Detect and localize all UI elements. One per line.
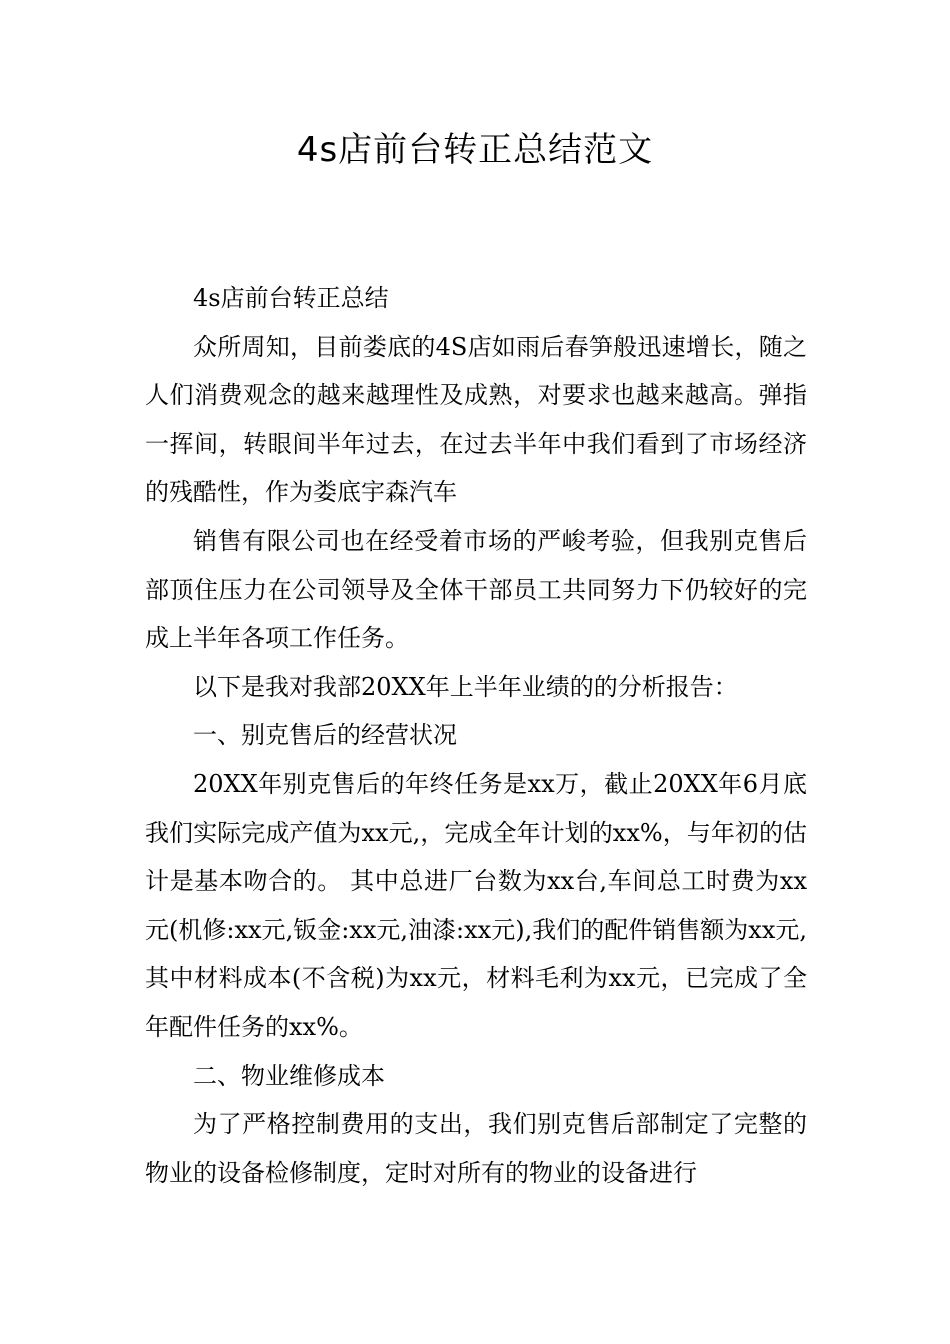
document-body [145,274,807,1197]
paragraph-subtitle: 4s店前台转正总结 [193,284,389,312]
document-title: 4s店前台转正总结范文 [296,130,654,170]
paragraph-operations: 20XX年别克售后的年终任务是xx万，截止20XX年6月底我们实际完成产值为xx元,，完成全年计划的xx%，与年初的估计是基本吻合的。 其中总进厂台数为xx台,车间总工时费为xx元(机修:xx元,钣金:xx元,油漆:xx元),我们的配件销售额为xx元,其中材料成本(不含税)为xx元，材料毛利为xx元，已完成了全年配件任务的xx%。 [145,769,807,1041]
paragraph-company: 销售有限公司也在经受着市场的严峻考验，但我别克售后部顶住压力在公司领导及全体干部员工共同努力下仍较好的完成上半年各项工作任务。 [145,526,807,653]
paragraph-report-lead: 以下是我对我部20XX年上半年业绩的的分析报告： [193,672,738,701]
paragraph-intro: 众所周知，目前娄底的4S店如雨后春笋般迅速增长，随之人们消费观念的越来越理性及成熟，对要求也越来越高。弹指一挥间，转眼间半年过去，在过去半年中我们看到了市场经济的残酷性，作为娄底宇森汽车 [145,332,807,507]
section-heading-maintenance: 二、物业维修成本 [193,1061,385,1090]
paragraph-maintenance: 为了严格控制费用的支出，我们别克售后部制定了完整的物业的设备检修制度，定时对所有的物业的设备进行 [145,1110,807,1187]
section-heading-operations: 一、别克售后的经营状况 [193,721,457,750]
